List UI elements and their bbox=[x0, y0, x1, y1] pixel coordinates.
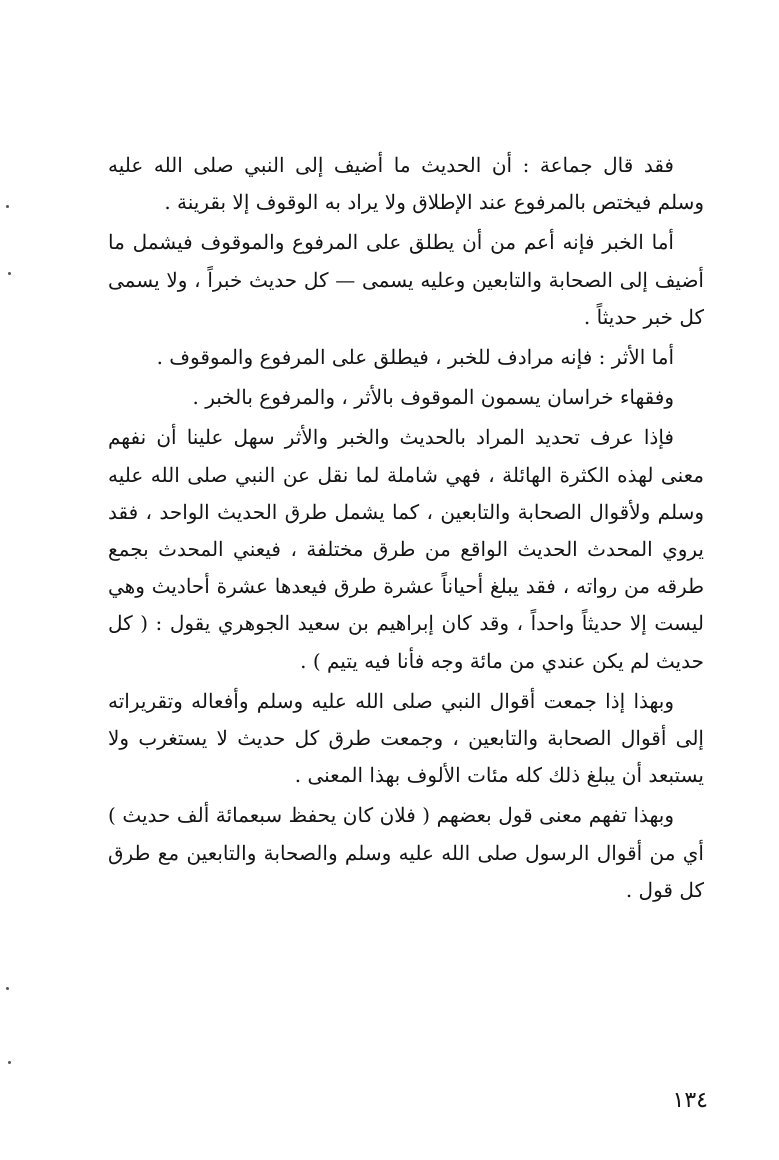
paragraph-khurasan-jurists: وفقهاء خراسان يسمون الموقوف بالأثر ، والمرفوع بالخبر . bbox=[192, 385, 674, 410]
paragraph-seven-hundred-thousand: وبهذا تفهم معنى قول بعضهم ( فلان كان يحفظ سبعمائة ألف حديث ) أي من أقوال الرسول صلى الله عليه وسلم والصحابة والتابعين مع طرق كل قول . bbox=[108, 803, 704, 902]
paragraph-khabar-definition: أما الخبر فإنه أعم من أن يطلق على المرفوع والموقوف فيشمل ما أضيف إلى الصحابة والتابعين وعليه يسمى — كل حديث خبراً ، ولا يسمى كل خبر حديثاً . bbox=[108, 230, 704, 329]
scan-speck bbox=[6, 987, 9, 990]
paragraph-hadith-abundance: فإذا عرف تحديد المراد بالحديث والخبر والأثر سهل علينا أن نفهم معنى لهذه الكثرة الهائلة ، فهي شاملة لما نقل عن النبي صلى الله عليه وسلم ولأقوال الصحابة والتابعين ، كما يشمل طرق الحديث الواحد ، فقد يروي المحدث الحديث الواقع من طرق مختلفة ، فيعني المحدث بجمع طرقه من رواته ، فقد يبلغ أحياناً عشرة طرق فيعدها عشرة أحاديث وهي ليست إلا حديثاً واحداً ، وقد كان إبراهيم بن سعيد الجوهري يقول : ( كل حديث لم يكن عندي من مائة وجه فأنا فيه يتيم ) . bbox=[108, 425, 704, 673]
scan-speck bbox=[8, 1061, 11, 1064]
paragraph-athar-definition: أما الأثر : فإنه مرادف للخبر ، فيطلق على المرفوع والموقوف . bbox=[156, 345, 674, 370]
paragraph-collected-narrations: وبهذا إذا جمعت أقوال النبي صلى الله عليه وسلم وأفعاله وتقريراته إلى أقوال الصحابة والتابعين ، وجمعت طرق كل حديث لا يستغرب ولا يستبعد أن يبلغ ذلك كله مئات الألوف بهذا المعنى . bbox=[108, 688, 704, 788]
page-number: ١٣٤ bbox=[672, 1088, 708, 1113]
body-text bbox=[108, 147, 704, 909]
scan-speck bbox=[8, 272, 11, 275]
paragraph-hadith-definition: فقد قال جماعة : أن الحديث ما أضيف إلى النبي صلى الله عليه وسلم فيختص بالمرفوع عند الإطلاق ولا يراد به الوقوف إلا بقرينة . bbox=[108, 153, 704, 215]
scan-speck bbox=[6, 205, 9, 208]
